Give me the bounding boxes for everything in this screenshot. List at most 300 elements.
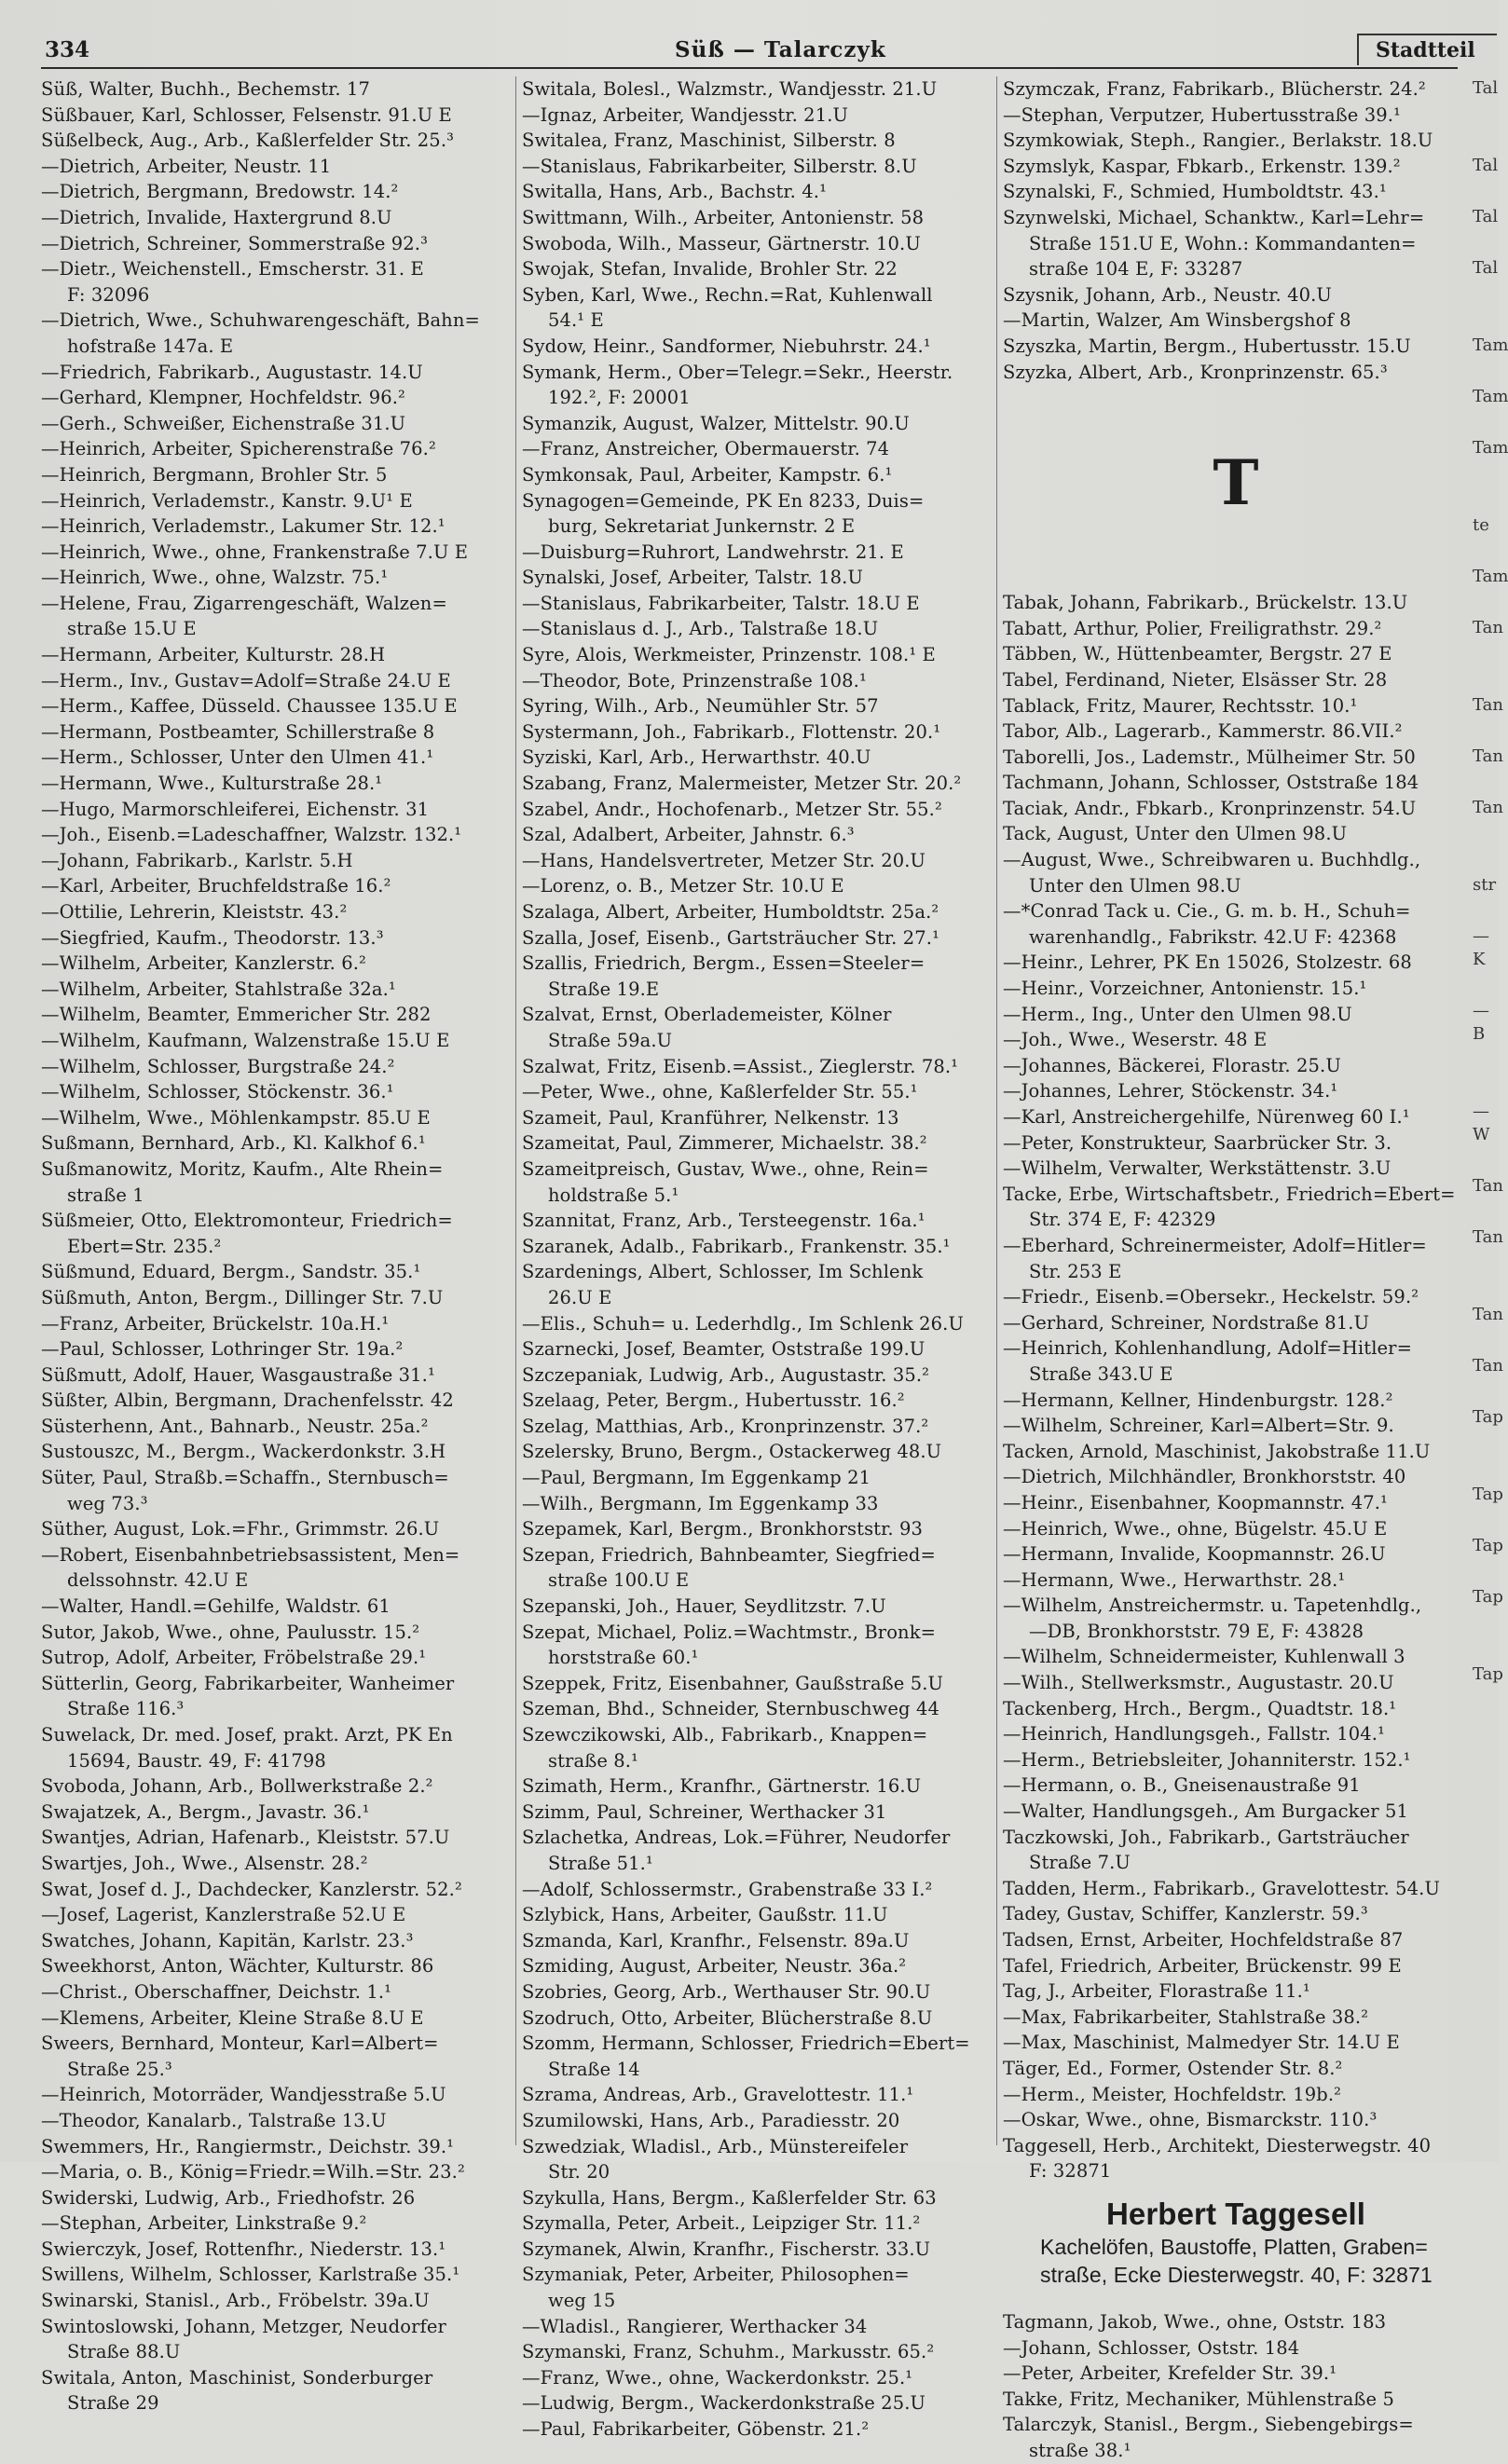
directory-entry: —Hermann, o. B., Gneisenaustraße 91 [1003,1774,1361,1797]
directory-entry: —Ignaz, Arbeiter, Wandjesstr. 21.U [522,103,849,126]
directory-entry-continuation: Straße 25.³ [67,2058,172,2080]
directory-entry-continuation: 26.U E [548,1286,612,1308]
directory-entry: —Peter, Wwe., ohne, Kaßlerfelder Str. 55.¹ [522,1081,918,1103]
edge-fragment: Tal [1473,258,1499,278]
directory-entry: —Herm., Kaffee, Düsseld. Chaussee 135.U E [41,695,458,718]
directory-entry: Szmanda, Karl, Kranfhr., Felsenstr. 89a.U [522,1929,910,1951]
advertisement-line: Kachelöfen, Baustoffe, Platten, Graben= [1040,2234,1428,2259]
directory-entry: —Hermann, Wwe., Herwarthstr. 28.¹ [1003,1568,1346,1591]
directory-entry: Switalea, Franz, Maschinist, Silberstr. 8 [522,130,896,152]
directory-entry: Symkonsak, Paul, Arbeiter, Kampstr. 6.¹ [522,463,893,486]
directory-entry: —Ludwig, Bergm., Wackerdonkstraße 25.U [522,2392,926,2415]
directory-entry: Szwedziak, Wladisl., Arb., Münstereifeler [522,2135,909,2157]
edge-fragment: Tan [1473,695,1503,715]
directory-entry: —Joh., Wwe., Weserstr. 48 E [1003,1029,1268,1051]
directory-entry: Swittmann, Wilh., Arbeiter, Antonienstr. 58 [522,206,925,228]
directory-entry: —Wilhelm, Beamter, Emmericher Str. 282 [41,1004,432,1026]
directory-entry: —Heinr., Vorzeichner, Antonienstr. 15.¹ [1003,978,1367,1000]
directory-entry-continuation: hofstraße 147a. E [67,335,234,357]
directory-entry-continuation: Str. 20 [548,2161,610,2183]
directory-entry: Tack, August, Unter den Ulmen 98.U [1003,823,1348,845]
directory-entry: Swatches, Johann, Kapitän, Karlstr. 23.³ [41,1929,414,1951]
directory-entry: —Stephan, Verputzer, Hubertusstraße 39.¹ [1003,103,1401,126]
directory-entry: —Paul, Schlosser, Lothringer Str. 19a.² [41,1338,404,1361]
directory-entry: Szumilowski, Hans, Arb., Paradiesstr. 20 [522,2109,900,2131]
edge-fragment: te [1473,515,1489,535]
directory-entry: Süßmuth, Anton, Bergm., Dillinger Str. 7.U [41,1286,444,1308]
directory-entry: Szepat, Michael, Poliz.=Wachtmstr., Bronk= [522,1621,937,1643]
directory-entry: Takke, Fritz, Mechaniker, Mühlenstraße 5 [1003,2388,1395,2410]
directory-entry: Szymaniak, Peter, Arbeiter, Philosophen= [522,2264,910,2286]
directory-entry: Szmiding, August, Arbeiter, Neustr. 36a.² [522,1955,907,1978]
directory-entry: —Gerhard, Klempner, Hochfeldstr. 96.² [41,387,405,409]
directory-entry: —Hermann, Postbeamter, Schillerstraße 8 [41,720,435,743]
directory-entry: Swinarski, Stanisl., Arb., Fröbelstr. 39a.U [41,2290,430,2312]
edge-fragment: str [1473,875,1497,895]
directory-entry: —Wilhelm, Arbeiter, Stahlstraße 32a.¹ [41,978,396,1000]
directory-entry: Szameitat, Paul, Zimmerer, Michaelstr. 38.² [522,1132,927,1155]
directory-entry-continuation: weg 15 [548,2290,616,2312]
directory-entry: —Heinrich, Handlungsgeh., Fallstr. 104.¹ [1003,1723,1385,1745]
directory-entry: —Wilhelm, Schreiner, Karl=Albert=Str. 9. [1003,1415,1394,1437]
directory-entry: Süter, Paul, Straßb.=Schaffn., Sternbusch= [41,1467,449,1489]
directory-entry-continuation: Ebert=Str. 235.² [67,1235,222,1257]
edge-fragment: —B [1473,1001,1489,1044]
directory-entry: —August, Wwe., Schreibwaren u. Buchhdlg., [1003,849,1421,871]
directory-entry: Szardenings, Albert, Schlosser, Im Schlenk [522,1261,924,1283]
edge-fragment: Tal [1473,207,1499,226]
directory-entry: —Max, Fabrikarbeiter, Stahlstraße 38.² [1003,2005,1369,2028]
directory-entry: —Dietrich, Milchhändler, Bronkhorststr. 40 [1003,1466,1406,1488]
directory-entry: —Stanislaus, Fabrikarbeiter, Silberstr. 8.U [522,155,917,177]
directory-entry: —Lorenz, o. B., Metzer Str. 10.U E [522,875,844,897]
directory-entry: —Wilh., Bergmann, Im Eggenkamp 33 [522,1492,879,1514]
directory-entry: Szallis, Friedrich, Bergm., Essen=Steeler= [522,952,925,975]
directory-entry: —Johann, Fabrikarb., Karlstr. 5.H [41,849,353,871]
directory-entry: Szepanski, Joh., Hauer, Seydlitzstr. 7.U [522,1595,886,1618]
directory-entry: Szymczak, Franz, Fabrikarb., Blücherstr. 24.² [1003,78,1426,100]
directory-entry: —Wilhelm, Verwalter, Werkstättenstr. 3.U [1003,1157,1391,1180]
edge-fragment: Tap [1473,1485,1503,1504]
directory-entry-continuation: F: 32871 [1029,2160,1112,2183]
edge-fragment: Tan [1473,1305,1503,1324]
directory-entry: —Karl, Anstreichergehilfe, Nürenweg 60 I.¹ [1003,1106,1410,1128]
directory-entry: —Franz, Arbeiter, Brückelstr. 10a.H.¹ [41,1312,390,1335]
header-rule [41,67,1458,69]
directory-entry: Szepamek, Karl, Bergm., Bronkhorststr. 93 [522,1518,923,1540]
directory-entry: Taggesell, Herb., Architekt, Diesterwegstr. 40 [1003,2134,1432,2156]
directory-entry: Szymalla, Peter, Arbeit., Leipziger Str. 11.² [522,2212,921,2235]
directory-entry: —Adolf, Schlossermstr., Grabenstraße 33 I.² [522,1878,933,1900]
edge-fragment: Tap [1473,1407,1503,1427]
directory-entry: Switala, Anton, Maschinist, Sonderburger [41,2366,433,2389]
directory-entry-continuation: F: 32096 [67,283,150,306]
edge-fragment: Tam [1473,387,1508,406]
directory-entry-continuation: warenhandlg., Fabrikstr. 42.U F: 42368 [1029,925,1397,948]
directory-entry: Taciak, Andr., Fbkarb., Kronprinzenstr. 54.U [1003,797,1417,819]
directory-entry: —Dietrich, Wwe., Schuhwarengeschäft, Bahn= [41,309,480,332]
directory-entry: —Wilhelm, Wwe., Möhlenkampstr. 85.U E [41,1106,431,1129]
directory-entry: Taczkowski, Joh., Fabrikarb., Gartsträucher [1003,1826,1409,1848]
directory-entry: Süßelbeck, Aug., Arb., Kaßlerfelder Str. 25.³ [41,130,455,152]
directory-entry: —Johannes, Lehrer, Stöckenstr. 34.¹ [1003,1080,1338,1102]
directory-entry-continuation: 54.¹ E [548,309,604,332]
directory-entry: Szarnecki, Josef, Beamter, Oststraße 199.U [522,1338,925,1361]
directory-entry: Szabang, Franz, Malermeister, Metzer Str. 20.² [522,773,962,795]
directory-entry: Svoboda, Johann, Arb., Bollwerkstraße 2.² [41,1775,433,1798]
directory-entry: Szal, Adalbert, Arbeiter, Jahnstr. 6.³ [522,824,855,846]
directory-entry: Szeman, Bhd., Schneider, Sternbuschweg 44 [522,1698,939,1720]
directory-entry-continuation: Straße 343.U E [1029,1362,1173,1385]
directory-entry: —Walter, Handlungsgeh., Am Burgacker 51 [1003,1800,1408,1823]
directory-entry: Swemmers, Hr., Rangiermstr., Deichstr. 39.¹ [41,2135,455,2157]
directory-entry: Tag, J., Arbeiter, Florastraße 11.¹ [1003,1980,1310,2003]
directory-entry: —Herm., Schlosser, Unter den Ulmen 41.¹ [41,746,434,769]
directory-entry: Symanzik, August, Walzer, Mittelstr. 90.U [522,412,910,434]
directory-entry: Szameit, Paul, Kranführer, Nelkenstr. 13 [522,1106,899,1129]
directory-entry: Swojak, Stefan, Invalide, Brohler Str. 22 [522,258,898,281]
directory-entry: Tadden, Herm., Fabrikarb., Gravelottestr. 54.U [1003,1877,1440,1899]
directory-entry: Syre, Alois, Werkmeister, Prinzenstr. 108.¹ E [522,644,936,666]
edge-fragment: Tan [1473,1227,1503,1247]
directory-entry: Szabel, Andr., Hochofenarb., Metzer Str. 55.² [522,798,942,820]
edge-fragment: Tap [1473,1664,1503,1684]
directory-entry: Swartjes, Joh., Wwe., Alsenstr. 28.² [41,1852,368,1874]
directory-entry: —Peter, Konstrukteur, Saarbrücker Str. 3. [1003,1131,1392,1154]
directory-entry: Szalvat, Ernst, Oberlademeister, Kölner [522,1004,892,1026]
directory-entry: Szynwelski, Michael, Schanktw., Karl=Lehr= [1003,206,1425,228]
directory-entry: Süßmutt, Adolf, Hauer, Wasgaustraße 31.¹ [41,1363,435,1386]
directory-entry: Szelaag, Peter, Bergm., Hubertusstr. 16.² [522,1389,905,1412]
directory-entry: —Josef, Lagerist, Kanzlerstraße 52.U E [41,1904,406,1926]
directory-entry: Swat, Josef d. J., Dachdecker, Kanzlerstr. 52.² [41,1878,462,1900]
directory-entry: —Herm., Inv., Gustav=Adolf=Straße 24.U E [41,669,451,691]
directory-entry: Syben, Karl, Wwe., Rechn.=Rat, Kuhlenwall [522,283,933,306]
directory-entry: —Heinrich, Wwe., ohne, Walzstr. 75.¹ [41,567,389,589]
directory-entry: —Robert, Eisenbahnbetriebsassistent, Men= [41,1543,460,1566]
advertisement-name: Herbert Taggesell [1105,2196,1365,2231]
directory-entry: Sußmann, Bernhard, Arb., Kl. Kalkhof 6.¹ [41,1132,426,1155]
directory-entry: —Franz, Anstreicher, Obermauerstr. 74 [522,438,890,460]
directory-entry: Szlachetka, Andreas, Lok.=Führer, Neudorfer [522,1827,951,1849]
page-number: 334 [45,37,90,62]
directory-entry: Süßter, Albin, Bergmann, Drachenfelsstr. 42 [41,1389,454,1412]
directory-entry: Szeppek, Fritz, Eisenbahner, Gaußstraße 5.U [522,1672,944,1694]
directory-entry-continuation: burg, Sekretariat Junkernstr. 2 E [548,515,856,538]
directory-entry: —Herm., Meister, Hochfeldstr. 19b.² [1003,2083,1342,2105]
directory-entry-continuation: weg 73.³ [67,1492,148,1514]
directory-entry: —Hermann, Wwe., Kulturstraße 28.¹ [41,773,383,795]
directory-entry: —Joh., Eisenb.=Ladeschaffner, Walzstr. 132.¹ [41,824,462,846]
directory-entry-continuation: Straße 19.E [548,978,660,1000]
directory-entry: Sutrop, Adolf, Arbeiter, Fröbelstraße 29.¹ [41,1647,427,1669]
directory-entry: —Heinrich, Verlademstr., Lakumer Str. 12.¹ [41,515,446,538]
directory-entry: —Paul, Fabrikarbeiter, Göbenstr. 21.² [522,2418,870,2441]
directory-entry: Szelersky, Bruno, Bergm., Ostackerweg 48.U [522,1441,942,1463]
directory-entry: Switalla, Hans, Arb., Bachstr. 4.¹ [522,181,827,203]
directory-entry: Tabor, Alb., Lagerarb., Kammerstr. 86.VII.² [1003,720,1403,743]
advertisement [1003,2196,1469,2289]
directory-entry: Szyszka, Martin, Bergm., Hubertusstr. 15.U [1003,335,1411,357]
directory-entry: Szewczikowski, Alb., Fabrikarb., Knappen= [522,1724,928,1745]
directory-entry: Szykulla, Hans, Bergm., Kaßlerfelder Str. 63 [522,2186,937,2209]
edge-fragment: —K [1473,926,1489,969]
edge-fragment: Tam [1473,438,1508,458]
directory-entry: —Hans, Handelsvertreter, Metzer Str. 20.U [522,849,926,871]
directory-entry: Szymanek, Alwin, Kranfhr., Fischerstr. 33.U [522,2238,931,2260]
directory-entry: —Oskar, Wwe., ohne, Bismarckstr. 110.³ [1003,2109,1378,2131]
directory-entry: Tachmann, Johann, Schlosser, Oststraße 184 [1003,772,1419,794]
directory-entry: Szalwat, Fritz, Eisenb.=Assist., Zieglerstr. 78.¹ [522,1055,959,1077]
running-head: Süß — Talarczyk [675,37,886,62]
directory-entry: Szelag, Matthias, Arb., Kronprinzenstr. 37.² [522,1415,929,1437]
directory-entry-continuation: Straße 29 [67,2392,159,2415]
directory-entry-continuation: 192.², F: 20001 [548,387,691,409]
directory-entry: —Heinrich, Wwe., ohne, Frankenstraße 7.U E [41,541,469,563]
directory-entry: —Gerh., Schweißer, Eichenstraße 31.U [41,412,406,434]
directory-entry: Switala, Bolesl., Walzmstr., Wandjesstr. 21.U [522,78,938,100]
directory-entry: —Klemens, Arbeiter, Kleine Straße 8.U E [41,2006,424,2029]
directory-entry: —Wilhelm, Schlosser, Stöckenstr. 36.¹ [41,1081,394,1103]
directory-entry: —Hermann, Arbeiter, Kulturstr. 28.H [41,644,386,666]
directory-entry: —Elis., Schuh= u. Lederhdlg., Im Schlenk 26.U [522,1312,964,1335]
page-header [41,37,1475,65]
directory-entry: Szodruch, Otto, Arbeiter, Blücherstraße 8.U [522,2006,933,2029]
directory-entry: —Hugo, Marmorschleiferei, Eichenstr. 31 [41,798,430,820]
directory-entry: Swiderski, Ludwig, Arb., Friedhofstr. 26 [41,2186,416,2209]
directory-entry: Szepan, Friedrich, Bahnbeamter, Siegfried= [522,1543,936,1566]
directory-entry-continuation: straße 38.¹ [1029,2439,1131,2461]
directory-entry: Tabak, Johann, Fabrikarb., Brückelstr. 13.U [1003,592,1408,614]
directory-entry: Swierczyk, Josef, Rottenfhr., Niederstr. 13.¹ [41,2238,446,2260]
directory-entry-continuation: Straße 59a.U [548,1029,673,1051]
directory-entry-continuation: Straße 14 [548,2058,640,2080]
directory-entry: Szannitat, Franz, Arb., Tersteegenstr. 16a.¹ [522,1210,925,1232]
edge-fragment: Tan [1473,618,1503,637]
column-divider [515,76,516,2145]
directory-entry: —Wilhelm, Schneidermeister, Kuhlenwall 3 [1003,1646,1405,1668]
directory-entry-continuation: Str. 374 E, F: 42329 [1029,1209,1216,1231]
edge-fragment: Tam [1473,335,1508,355]
directory-entry: —Heinrich, Kohlenhandlung, Adolf=Hitler= [1003,1337,1413,1360]
directory-entry: —Eberhard, Schreinermeister, Adolf=Hitler= [1003,1234,1427,1256]
directory-entry: Suwelack, Dr. med. Josef, prakt. Arzt, PK En [41,1724,453,1745]
directory-entry-continuation: straße 8.¹ [548,1749,638,1772]
directory-entry: Tadey, Gustav, Schiffer, Kanzlerstr. 59.³ [1003,1903,1368,1925]
directory-entry: Tabatt, Arthur, Polier, Freiligrathstr. 29.² [1003,617,1382,639]
directory-entry: —Siegfried, Kaufm., Theodorstr. 13.³ [41,926,384,949]
section-letter: T [1213,446,1259,520]
directory-entry: Täbben, W., Hüttenbeamter, Bergstr. 27 E [1003,643,1392,665]
directory-entry: Szobries, Georg, Arb., Werthauser Str. 90.U [522,1980,931,2003]
edge-fragment: Tal [1473,78,1499,98]
directory-entry-continuation: Str. 253 E [1029,1260,1122,1282]
directory-entry: Süßmund, Eduard, Bergm., Sandstr. 35.¹ [41,1261,421,1283]
directory-entry: —Johann, Schlosser, Oststr. 184 [1003,2336,1300,2359]
directory-entry: —Stephan, Arbeiter, Linkstraße 9.² [41,2212,367,2235]
directory-entry: —Heinrich, Motorräder, Wandjesstraße 5.U [41,2084,446,2106]
directory-entry: Süßmeier, Otto, Elektromonteur, Friedrich= [41,1210,453,1232]
directory-entry: Szimm, Paul, Schreiner, Werthacker 31 [522,1800,887,1823]
directory-entry-continuation: 15694, Baustr. 49, F: 41798 [67,1749,326,1772]
directory-entry-continuation: straße 1 [67,1184,144,1206]
directory-entry: —Theodor, Bote, Prinzenstraße 108.¹ [522,669,867,691]
directory-entry-continuation: delssohnstr. 42.U E [67,1569,249,1592]
directory-entry: —Heinrich, Verlademstr., Kanstr. 9.U¹ E [41,489,413,512]
directory-entry: Swintoslowski, Johann, Metzger, Neudorfer [41,2315,446,2337]
directory-entry-continuation: horststraße 60.¹ [548,1647,699,1669]
directory-entry: Süsterhenn, Ant., Bahnarb., Neustr. 25a.² [41,1415,429,1437]
directory-entry: —Wilhelm, Schlosser, Burgstraße 24.² [41,1055,395,1077]
directory-entry: Tadsen, Ernst, Arbeiter, Hochfeldstraße 87 [1003,1929,1404,1951]
stadtteil-tab: Stadtteil [1357,34,1497,65]
directory-entry: —Peter, Arbeiter, Krefelder Str. 39.¹ [1003,2362,1337,2385]
directory-entry: —*Conrad Tack u. Cie., G. m. b. H., Schuh= [1003,900,1411,923]
directory-entry: Szymslyk, Kaspar, Fbkarb., Erkenstr. 139.² [1003,155,1401,177]
directory-entry: Tabel, Ferdinand, Nieter, Elsässer Str. 28 [1003,668,1388,691]
directory-entry: —Franz, Wwe., ohne, Wackerdonkstr. 25.¹ [522,2366,913,2389]
edge-fragment: Tan [1473,798,1503,817]
directory-entry: —Helene, Frau, Zigarrengeschäft, Walzen= [41,592,447,614]
directory-entry: Tafel, Friedrich, Arbeiter, Brückenstr. 99 E [1003,1954,1402,1977]
directory-entry: —Heinrich, Arbeiter, Spicherenstraße 76.² [41,438,436,460]
directory-entry: Synagogen=Gemeinde, PK En 8233, Duis= [522,489,925,512]
directory-entry: —Hermann, Invalide, Koopmannstr. 26.U [1003,1543,1386,1566]
directory-entry: —Duisburg=Ruhrort, Landwehrstr. 21. E [522,541,904,563]
directory-entry: Szczepaniak, Ludwig, Arb., Augustastr. 35.² [522,1363,930,1386]
directory-entry: —Heinrich, Wwe., ohne, Bügelstr. 45.U E [1003,1517,1388,1540]
directory-entry: —Dietrich, Bergmann, Bredowstr. 14.² [41,181,399,203]
column-divider [996,76,997,2145]
directory-entry: Sutor, Jakob, Wwe., ohne, Paulusstr. 15.² [41,1621,420,1643]
directory-entry-continuation: straße 104 E, F: 33287 [1029,258,1243,281]
directory-entry: —Dietrich, Invalide, Haxtergrund 8.U [41,206,392,228]
directory-entry: Szomm, Hermann, Schlosser, Friedrich=Ebert= [522,2033,970,2055]
directory-entry: Szalla, Josef, Eisenb., Gartsträucher Str. 27.¹ [522,926,939,949]
directory-entry: Süß, Walter, Buchh., Bechemstr. 17 [41,78,371,100]
directory-entry: Tagmann, Jakob, Wwe., ohne, Oststr. 183 [1003,2310,1387,2333]
column-1 [41,76,513,2415]
directory-entry: Szalaga, Albert, Arbeiter, Humboldtstr. 25a.² [522,901,939,923]
directory-entry-continuation: Straße 151.U E, Wohn.: Kommandanten= [1029,232,1417,254]
directory-entry-continuation: Straße 116.³ [67,1698,185,1720]
edge-fragment: Tap [1473,1536,1503,1555]
edge-fragment: —W [1473,1102,1490,1144]
directory-entry: —Wilhelm, Kaufmann, Walzenstraße 15.U E [41,1029,450,1051]
directory-entry: Szrama, Andreas, Arb., Gravelottestr. 11.¹ [522,2084,914,2106]
directory-entry: Swajatzek, A., Bergm., Javastr. 36.¹ [41,1800,370,1823]
directory-entry: —Stanislaus d. J., Arb., Talstraße 18.U [522,618,879,640]
directory-entry: Swoboda, Wilh., Masseur, Gärtnerstr. 10.U [522,232,921,254]
directory-entry: Synalski, Josef, Arbeiter, Talstr. 18.U [522,567,864,589]
directory-entry: Syziski, Karl, Arb., Herwarthstr. 40.U [522,746,871,769]
directory-entry-continuation: Straße 88.U [67,2341,181,2363]
directory-entry: Szaranek, Adalb., Fabrikarb., Frankenstr. 35.¹ [522,1235,951,1257]
directory-entry: —Ottilie, Lehrerin, Kleiststr. 43.² [41,901,348,923]
directory-entry: Tackenberg, Hrch., Bergm., Quadtstr. 18.¹ [1003,1697,1397,1719]
edge-fragment: Tan [1473,746,1503,766]
directory-entry: Szysnik, Johann, Arb., Neustr. 40.U [1003,283,1332,306]
directory-entry: Süther, August, Lok.=Fhr., Grimmstr. 26.U [41,1518,440,1540]
directory-entry: —Heinr., Lehrer, PK En 15026, Stolzestr. 68 [1003,951,1412,974]
edge-fragment: Tam [1473,567,1508,586]
directory-entry-continuation: Straße 7.U [1029,1852,1131,1874]
directory-entry-continuation: holdstraße 5.¹ [548,1184,679,1206]
directory-entry: Syring, Wilh., Arb., Neumühler Str. 57 [522,695,879,718]
edge-fragment: Tan [1473,1176,1503,1196]
directory-entry: Szimath, Herm., Kranfhr., Gärtnerstr. 16.U [522,1775,922,1798]
directory-entry: —Dietr., Weichenstell., Emscherstr. 31. E [41,258,424,281]
directory-entry: —Christ., Oberschaffner, Deichstr. 1.¹ [41,1980,392,2003]
advertisement-line: straße, Ecke Diesterwegstr. 40, F: 32871 [1040,2262,1433,2287]
directory-entry: Szyzka, Albert, Arb., Kronprinzenstr. 65.³ [1003,361,1388,383]
directory-entry: Systermann, Joh., Fabrikarb., Flottenstr. 20.¹ [522,720,941,743]
directory-entry: Tacke, Erbe, Wirtschaftsbetr., Friedrich=Ebert= [1003,1183,1456,1205]
directory-entry: Täger, Ed., Former, Ostender Str. 8.² [1003,2057,1343,2079]
directory-entry: —Johannes, Bäckerei, Florastr. 25.U [1003,1054,1341,1076]
directory-entry: Tacken, Arnold, Maschinist, Jakobstraße 11.U [1003,1440,1431,1462]
directory-entry: —Martin, Walzer, Am Winsbergshof 8 [1003,309,1351,332]
directory-entry: Szlybick, Hans, Arbeiter, Gaußstr. 11.U [522,1904,888,1926]
next-page-edge [1473,76,1508,2155]
directory-entry: —Friedr., Eisenb.=Obersekr., Heckelstr. 59.² [1003,1286,1419,1308]
directory-entry: Swillens, Wilhelm, Schlosser, Karlstraße 35.¹ [41,2264,460,2286]
directory-entry: Sußmanowitz, Moritz, Kaufm., Alte Rhein= [41,1157,444,1180]
directory-entry: Sustouszc, M., Bergm., Wackerdonkstr. 3.H [41,1441,446,1463]
directory-entry: —Max, Maschinist, Malmedyer Str. 14.U E [1003,2032,1400,2054]
directory-entry: Sweekhorst, Anton, Wächter, Kulturstr. 86 [41,1955,434,1978]
directory-entry: Tablack, Fritz, Maurer, Rechtsstr. 10.¹ [1003,694,1358,717]
directory-entry: —Heinrich, Bergmann, Brohler Str. 5 [41,463,388,486]
directory-entry: Szymanski, Franz, Schuhm., Markusstr. 65.² [522,2341,935,2363]
directory-entry: —Theodor, Kanalarb., Talstraße 13.U [41,2109,387,2131]
directory-entry: —Wilhelm, Arbeiter, Kanzlerstr. 6.² [41,952,366,975]
directory-entry: Sweers, Bernhard, Monteur, Karl=Albert= [41,2033,439,2055]
directory-entry: —Friedrich, Fabrikarb., Augustastr. 14.U [41,361,423,383]
column-2 [522,76,993,2441]
directory-entry: —Walter, Handl.=Gehilfe, Waldstr. 61 [41,1595,391,1618]
directory-entry: —Wilhelm, Anstreichermstr. u. Tapetenhdlg., [1003,1595,1422,1617]
edge-fragment: Tal [1473,156,1499,175]
directory-entry: —Paul, Bergmann, Im Eggenkamp 21 [522,1467,871,1489]
directory-entry: —Herm., Betriebsleiter, Johanniterstr. 152.¹ [1003,1748,1411,1771]
directory-entry: —Karl, Arbeiter, Bruchfeldstraße 16.² [41,875,391,897]
directory-entry: Symank, Herm., Ober=Telegr.=Sekr., Heerstr. [522,361,953,383]
directory-entry: —Maria, o. B., König=Friedr.=Wilh.=Str. 23.² [41,2161,465,2183]
directory-entry: Szameitpreisch, Gustav, Wwe., ohne, Rein= [522,1157,929,1180]
edge-fragment: Tan [1473,1356,1503,1376]
directory-entry: —Gerhard, Schreiner, Nordstraße 81.U [1003,1311,1370,1334]
directory-entry-continuation: Unter den Ulmen 98.U [1029,874,1241,897]
directory-entry-continuation: straße 15.U E [67,618,197,640]
directory-entry: Swantjes, Adrian, Hafenarb., Kleiststr. 57.U [41,1827,450,1849]
directory-entry-continuation: straße 100.U E [548,1569,690,1592]
directory-entry: Szymkowiak, Steph., Rangier., Berlakstr. 18.U [1003,130,1433,152]
directory-entry: Sütterlin, Georg, Fabrikarbeiter, Wanheimer [41,1672,455,1694]
directory-entry: —Wladisl., Rangierer, Werthacker 34 [522,2315,868,2337]
directory-entry-continuation: Straße 51.¹ [548,1852,653,1874]
directory-entry: —Wilh., Stellwerksmstr., Augustastr. 20.U [1003,1672,1394,1694]
directory-entry: Süßbauer, Karl, Schlosser, Felsenstr. 91.U E [41,103,452,126]
directory-entry: —Herm., Ing., Unter den Ulmen 98.U [1003,1003,1352,1025]
edge-fragment: Tap [1473,1587,1503,1607]
column-3 [1003,76,1469,2461]
directory-entry: —Stanislaus, Fabrikarbeiter, Talstr. 18.U E [522,592,920,614]
directory-entry: —Hermann, Kellner, Hindenburgstr. 128.² [1003,1389,1393,1411]
directory-entry-continuation: —DB, Bronkhorststr. 79 E, F: 43828 [1029,1620,1364,1642]
directory-entry: Szynalski, F., Schmied, Humboldtstr. 43.¹ [1003,181,1387,203]
directory-entry: Taborelli, Jos., Lademstr., Mülheimer Str. 50 [1003,746,1416,768]
